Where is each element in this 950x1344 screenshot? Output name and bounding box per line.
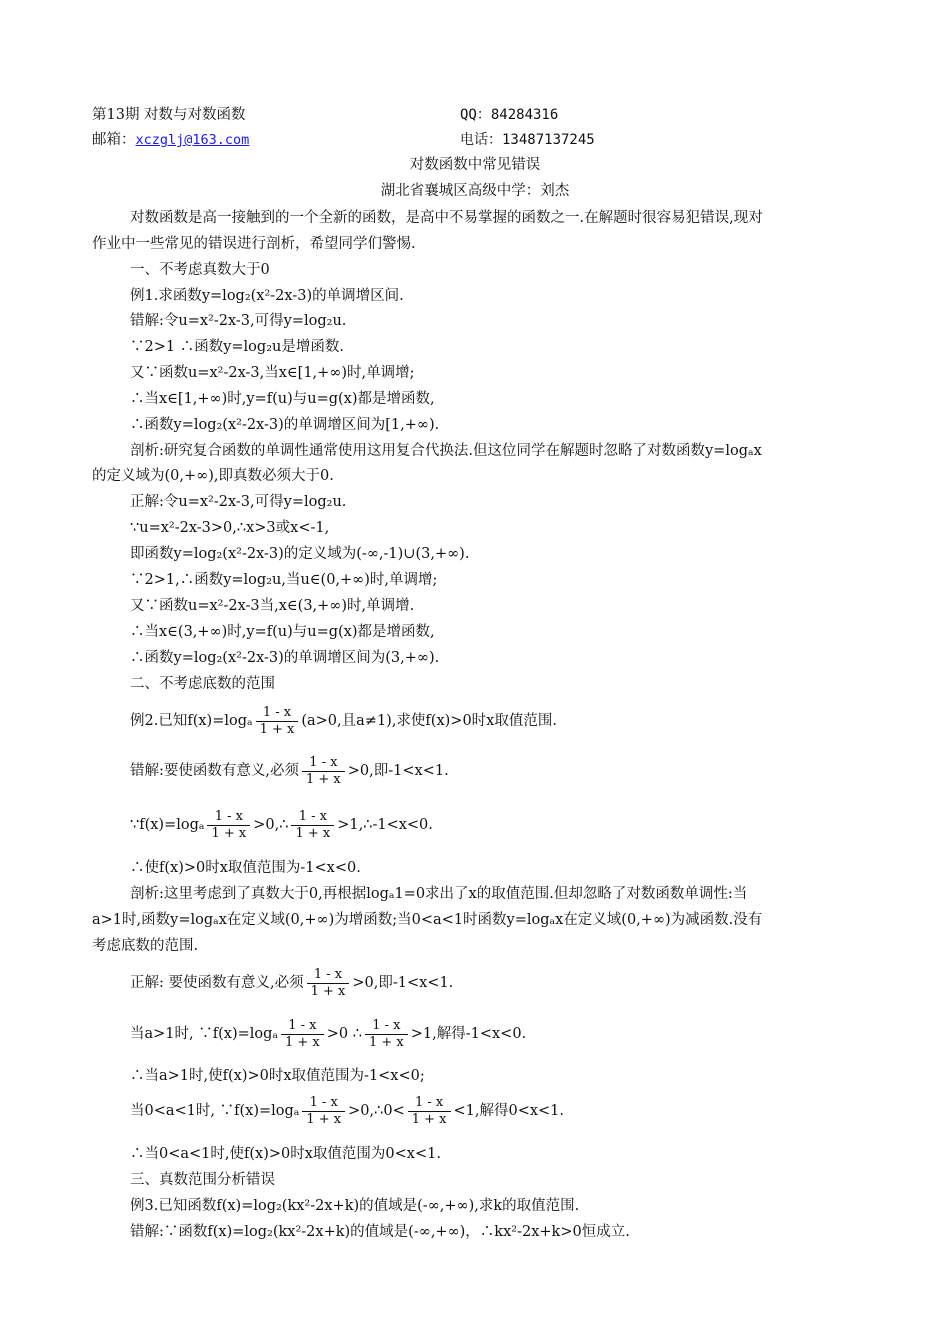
right-step-11: 当0<a<1时, ∵f(x)=logₐ $\frac{1 - x}{1 + x}$ >0,∴0< $\frac{1 - x}{1 + x}$ <1,解得0<x<1. bbox=[130, 1094, 565, 1127]
analysis-2-line-3: 考虑底数的范围. bbox=[92, 938, 199, 954]
right-step-8: 正解: 要使函数有意义,必须 $\frac{1 - x}{1 + x}$ >0,即-1<x<1. bbox=[130, 966, 454, 999]
example-3: 例3.已知函数f(x)=log₂(kx²-2x+k)的值域是(-∞,+∞),求k的取值范围. bbox=[130, 1198, 580, 1214]
example-1: 例1.求函数y=log₂(x²-2x-3)的单调增区间. bbox=[130, 288, 404, 304]
fraction: $\frac{1 - x}{1 + x}$ bbox=[256, 705, 299, 738]
section-3-heading: 三、真数范围分析错误 bbox=[130, 1172, 275, 1188]
article-title: 对数函数中常见错误 bbox=[409, 157, 541, 173]
wrong-step-7: ∵f(x)=logₐ $\frac{1 - x}{1 + x}$ >0,∴ $\frac{1 - x}{1 + x}$ >1,∴-1<x<0. bbox=[130, 808, 433, 841]
example-2: 例2.已知f(x)=logₐ $\frac{1 - x}{1 + x}$ (a>0,且a≠1),求使f(x)>0时x取值范围. bbox=[130, 704, 557, 737]
fraction: $\frac{1 - x}{1 + x}$ bbox=[291, 809, 334, 842]
analysis-1-line-2: 的定义域为(0,+∞),即真数必须大于0. bbox=[92, 468, 334, 484]
wrong-step-4: ∴当x∈[1,+∞)时,y=f(u)与u=g(x)都是增函数, bbox=[130, 391, 435, 407]
intro-line-1: 对数函数是高一接触到的一个全新的函数，是高中不易掌握的函数之一.在解题时很容易犯错误,现对 bbox=[130, 210, 763, 226]
analysis-2-line-2: a>1时,函数y=logₐx在定义域(0,+∞)为增函数;当0<a<1时函数y=logₐx在定义域(0,+∞)为减函数.没有 bbox=[92, 912, 763, 928]
right-step-12: ∴当0<a<1时,使f(x)>0时x取值范围为0<x<1. bbox=[130, 1146, 441, 1162]
wrong-step-6: 错解:要使函数有意义,必须 $\frac{1 - x}{1 + x}$ >0,即-1<x<1. bbox=[130, 754, 449, 787]
right-step-4: ∵2>1,∴函数y=log₂u,当u∈(0,+∞)时,单调增; bbox=[130, 572, 438, 588]
email-link[interactable]: xczglj@163.com bbox=[135, 132, 250, 148]
right-step-10: ∴当a>1时,使f(x)>0时x取值范围为-1<x<0; bbox=[130, 1068, 425, 1084]
wrong-step-2: ∵2>1 ∴函数y=log₂u是增函数. bbox=[130, 339, 344, 355]
intro-line-2: 作业中一些常见的错误进行剖析，希望同学们警惕. bbox=[92, 236, 416, 252]
wrong-step-3: 又∵函数u=x²-2x-3,当x∈[1,+∞)时,单调增; bbox=[130, 365, 415, 381]
fraction: $\frac{1 - x}{1 + x}$ bbox=[307, 967, 350, 1000]
right-step-6: ∴当x∈(3,+∞)时,y=f(u)与u=g(x)都是增函数, bbox=[130, 624, 435, 640]
fraction: $\frac{1 - x}{1 + x}$ bbox=[281, 1018, 324, 1051]
fraction: $\frac{1 - x}{1 + x}$ bbox=[207, 809, 250, 842]
issue-title: 第13期 对数与对数函数 bbox=[92, 107, 246, 123]
email-row bbox=[92, 131, 249, 149]
right-step-5: 又∵函数u=x²-2x-3当,x∈(3,+∞)时,单调增. bbox=[130, 598, 415, 614]
section-2-heading: 二、不考虑底数的范围 bbox=[130, 676, 275, 692]
analysis-2-line-1: 剖析:这里考虑到了真数大于0,再根据logₐ1=0求出了x的取值范围.但却忽略了对数函数单调性:当 bbox=[130, 886, 748, 902]
phone-contact: 电话：13487137245 bbox=[460, 132, 595, 148]
email-label: 邮箱： bbox=[92, 132, 136, 148]
section-1-heading: 一、不考虑真数大于0 bbox=[130, 262, 270, 278]
article-author: 湖北省襄城区高级中学：刘杰 bbox=[380, 183, 570, 199]
right-step-2: ∵u=x²-2x-3>0,∴x>3或x<-1, bbox=[130, 520, 330, 536]
right-step-3: 即函数y=log₂(x²-2x-3)的定义域为(-∞,-1)∪(3,+∞). bbox=[130, 546, 470, 562]
wrong-step-9: 错解:∵函数f(x)=log₂(kx²-2x+k)的值域是(-∞,+∞)，∴kx²-2x+k>0恒成立. bbox=[130, 1224, 630, 1240]
wrong-step-1: 错解:令u=x²-2x-3,可得y=log₂u. bbox=[130, 313, 347, 329]
qq-contact: QQ：84284316 bbox=[460, 107, 559, 123]
wrong-step-5: ∴函数y=log₂(x²-2x-3)的单调增区间为[1,+∞). bbox=[130, 417, 440, 433]
analysis-1-line-1: 剖析:研究复合函数的单调性通常使用这用复合代换法.但这位同学在解题时忽略了对数函数y=logₐx bbox=[130, 443, 762, 459]
right-step-1: 正解:令u=x²-2x-3,可得y=log₂u. bbox=[130, 494, 347, 510]
right-step-9: 当a>1时, ∵f(x)=logₐ $\frac{1 - x}{1 + x}$ >0 ∴ $\frac{1 - x}{1 + x}$ >1,解得-1<x<0. bbox=[130, 1017, 527, 1050]
fraction: $\frac{1 - x}{1 + x}$ bbox=[365, 1018, 408, 1051]
wrong-step-8: ∴使f(x)>0时x取值范围为-1<x<0. bbox=[130, 860, 361, 876]
fraction: $\frac{1 - x}{1 + x}$ bbox=[302, 1095, 345, 1128]
fraction: $\frac{1 - x}{1 + x}$ bbox=[408, 1095, 451, 1128]
fraction: $\frac{1 - x}{1 + x}$ bbox=[302, 755, 345, 788]
right-step-7: ∴函数y=log₂(x²-2x-3)的单调增区间为(3,+∞). bbox=[130, 650, 440, 666]
